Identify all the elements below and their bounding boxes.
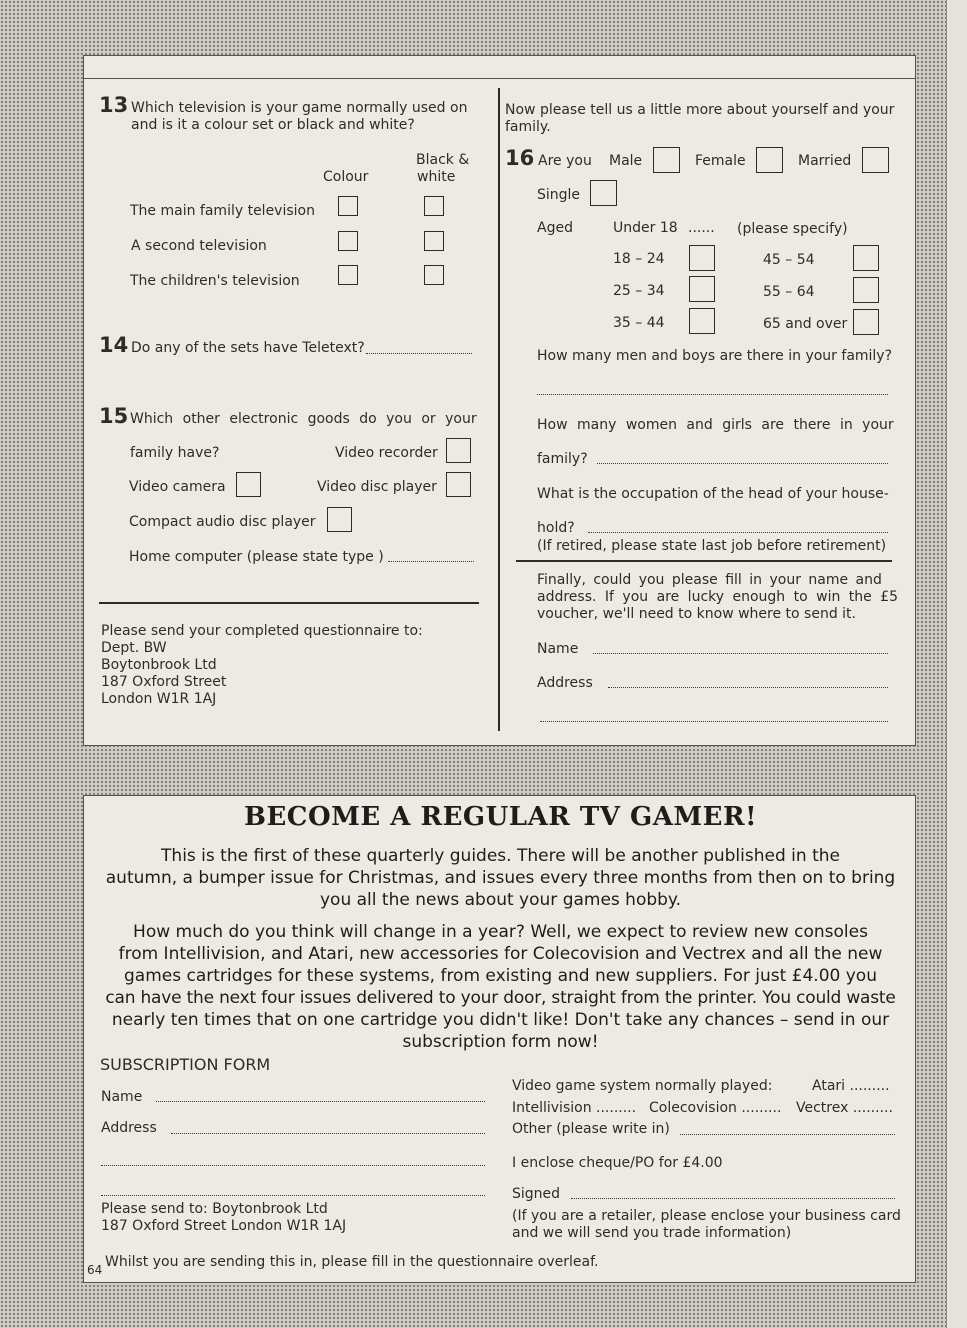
q15-compact-audio-label: Compact audio disc player — [129, 514, 316, 530]
q15-home-computer-label: Home computer (please state type ) — [129, 549, 384, 565]
q16-age-18-24-label: 18 – 24 — [613, 251, 665, 267]
left-divider — [99, 602, 479, 604]
q16-married-checkbox[interactable] — [862, 147, 889, 173]
sub-address-field-3[interactable] — [101, 1195, 485, 1196]
women-girls-question-line2: family? — [537, 451, 588, 467]
q15-video-camera-label: Video camera — [129, 479, 226, 495]
other-field[interactable] — [680, 1134, 895, 1135]
winner-name-label: Name — [537, 641, 579, 657]
q15-video-disc-label: Video disc player — [317, 479, 437, 495]
colecovision-option[interactable]: Colecovision ......... — [649, 1100, 782, 1116]
q16-are-you: Are you — [538, 153, 592, 169]
enclose-text: I enclose cheque/PO for £4.00 — [512, 1155, 723, 1171]
send-to-line: Boytonbrook Ltd — [101, 657, 217, 673]
q16-age-65-over-label: 65 and over — [763, 316, 848, 332]
q15-question-line2: family have? — [130, 445, 220, 461]
other-label: Other (please write in) — [512, 1121, 670, 1137]
q16-age-55-64-checkbox[interactable] — [853, 277, 879, 303]
occupation-question-line2: hold? — [537, 520, 575, 536]
q13-second-colour-checkbox[interactable] — [338, 231, 358, 251]
q16-age-45-54-label: 45 – 54 — [763, 252, 815, 268]
send-to-line: Dept. BW — [101, 640, 167, 656]
finally-line3: voucher, we'll need to know where to send it. — [537, 606, 856, 622]
intellivision-option[interactable]: Intellivision ......... — [512, 1100, 637, 1116]
women-girls-question-line1: How many women and girls are there in your — [537, 417, 894, 433]
q13-second-bw-checkbox[interactable] — [424, 231, 444, 251]
women-girls-field[interactable] — [597, 463, 888, 464]
promo-line: subscription form now! — [402, 1032, 599, 1052]
q13-row-second: A second television — [131, 238, 267, 254]
q16-age-45-54-checkbox[interactable] — [853, 245, 879, 271]
system-label: Video game system normally played: — [512, 1078, 773, 1094]
finally-line1: Finally, could you please fill in your name and — [537, 572, 882, 588]
top-strip — [84, 56, 915, 79]
sub-address-field-2[interactable] — [101, 1165, 485, 1166]
q16-male-checkbox[interactable] — [653, 147, 680, 173]
winner-address-field[interactable] — [608, 687, 888, 688]
q13-number: 13 — [99, 93, 129, 117]
about-intro-line1: Now please tell us a little more about yourself and your — [505, 102, 895, 118]
q16-aged-label: Aged — [537, 220, 573, 236]
q16-please-specify: (please specify) — [737, 221, 848, 237]
signed-field[interactable] — [571, 1198, 895, 1199]
promo-line: you all the news about your games hobby. — [320, 890, 681, 910]
q16-number: 16 — [505, 146, 535, 170]
men-boys-field[interactable] — [537, 394, 888, 395]
q16-age-18-24-checkbox[interactable] — [689, 245, 715, 271]
q15-video-camera-checkbox[interactable] — [236, 472, 261, 497]
subscription-form-title: SUBSCRIPTION FORM — [100, 1055, 271, 1074]
promo-line: autumn, a bumper issue for Christmas, and issues every three months from then on to bring — [105, 868, 896, 888]
promo-line: nearly ten times that on one cartridge you didn't like! Don't take any chances – send in our — [111, 1010, 890, 1030]
sub-send-to-line1: Please send to: Boytonbrook Ltd — [101, 1201, 328, 1217]
winner-address-field-2[interactable] — [540, 721, 888, 722]
winner-name-field[interactable] — [593, 653, 888, 654]
promo-line: games cartridges for these systems, from existing and new suppliers. For just £4.00 you — [124, 966, 877, 986]
promo-line: How much do you think will change in a year? Well, we expect to review new consoles — [133, 922, 868, 942]
winner-address-label: Address — [537, 675, 593, 691]
questionnaire-panel — [83, 55, 916, 746]
q14-answer-field[interactable] — [366, 353, 472, 354]
sub-send-to-line2: 187 Oxford Street London W1R 1AJ — [101, 1218, 347, 1234]
send-to-intro: Please send your completed questionnaire to: — [101, 623, 423, 639]
atari-option[interactable]: Atari ......... — [812, 1078, 890, 1094]
about-intro-line2: family. — [505, 119, 551, 135]
q16-age-35-44-label: 35 – 44 — [613, 315, 665, 331]
column-divider — [498, 88, 500, 731]
q16-male-label: Male — [609, 153, 643, 169]
q13-row-main: The main family television — [130, 203, 315, 219]
q15-video-disc-checkbox[interactable] — [446, 472, 471, 497]
promo-line: This is the first of these quarterly guides. There will be another published in the — [161, 846, 840, 866]
q16-under18-label: Under 18 — [613, 220, 678, 236]
q13-question-line1: Which television is your game normally used on — [131, 100, 468, 116]
q15-number: 15 — [99, 404, 129, 428]
q16-single-label: Single — [537, 187, 581, 203]
q15-video-recorder-checkbox[interactable] — [446, 438, 471, 463]
q14-number: 14 — [99, 333, 129, 357]
q13-question-line2: and is it a colour set or black and white? — [131, 117, 415, 133]
q16-age-55-64-label: 55 – 64 — [763, 284, 815, 300]
send-to-line: London W1R 1AJ — [101, 691, 217, 707]
finally-line2: address. If you are lucky enough to win the £5 — [537, 589, 899, 605]
sub-address-field[interactable] — [171, 1133, 485, 1134]
promo-paragraph-2 — [98, 921, 903, 1053]
promo-heading: BECOME A REGULAR TV GAMER! — [244, 802, 757, 832]
promo-line: can have the next four issues delivered to your door, straight from the printer. You could waste — [105, 988, 896, 1008]
q16-single-checkbox[interactable] — [590, 180, 617, 206]
q15-question-line1: Which other electronic goods do you or your — [130, 411, 477, 427]
q13-children-colour-checkbox[interactable] — [338, 265, 358, 285]
sub-name-label: Name — [101, 1089, 143, 1105]
q16-age-25-34-label: 25 – 34 — [613, 283, 665, 299]
q15-home-computer-field[interactable] — [388, 561, 474, 562]
q15-video-recorder-label: Video recorder — [335, 445, 438, 461]
promo-line: from Intellivision, and Atari, new accessories for Colecovision and Vectrex and all the new — [118, 944, 883, 964]
occupation-question-line1: What is the occupation of the head of your house- — [537, 486, 889, 502]
occupation-note: (If retired, please state last job before retirement) — [537, 538, 887, 554]
retailer-note-line2: and we will send you trade information) — [512, 1225, 792, 1241]
q13-col-bw-line1: Black & — [416, 152, 470, 168]
q13-row-children: The children's television — [130, 273, 300, 289]
men-boys-question: How many men and boys are there in your family? — [537, 348, 893, 364]
subscription-panel — [83, 795, 916, 1283]
q16-under18-field[interactable]: ...... — [688, 220, 715, 236]
q13-col-colour: Colour — [323, 169, 369, 185]
signed-label: Signed — [512, 1186, 561, 1202]
page-number: 64 — [87, 1263, 103, 1277]
vectrex-option[interactable]: Vectrex ......... — [796, 1100, 893, 1116]
sub-name-field[interactable] — [156, 1101, 485, 1102]
q16-age-25-34-checkbox[interactable] — [689, 276, 715, 302]
q13-main-colour-checkbox[interactable] — [338, 196, 358, 216]
q16-age-35-44-checkbox[interactable] — [689, 308, 715, 334]
q16-age-65-over-checkbox[interactable] — [853, 309, 879, 335]
send-to-line: 187 Oxford Street — [101, 674, 227, 690]
q13-col-bw-line2: white — [417, 169, 456, 185]
promo-paragraph-1 — [98, 845, 903, 911]
q13-children-bw-checkbox[interactable] — [424, 265, 444, 285]
q16-female-label: Female — [695, 153, 746, 169]
q13-main-bw-checkbox[interactable] — [424, 196, 444, 216]
q15-compact-audio-checkbox[interactable] — [327, 507, 352, 532]
q14-question: Do any of the sets have Teletext? — [131, 340, 365, 356]
right-divider — [516, 560, 892, 562]
retailer-note-line1: (If you are a retailer, please enclose your business card — [512, 1208, 901, 1224]
q16-female-checkbox[interactable] — [756, 147, 783, 173]
sub-address-label: Address — [101, 1120, 157, 1136]
q16-married-label: Married — [798, 153, 852, 169]
whilst-note: Whilst you are sending this in, please fill in the questionnaire overleaf. — [105, 1254, 599, 1270]
occupation-field[interactable] — [588, 532, 888, 533]
page-edge — [946, 0, 967, 1328]
